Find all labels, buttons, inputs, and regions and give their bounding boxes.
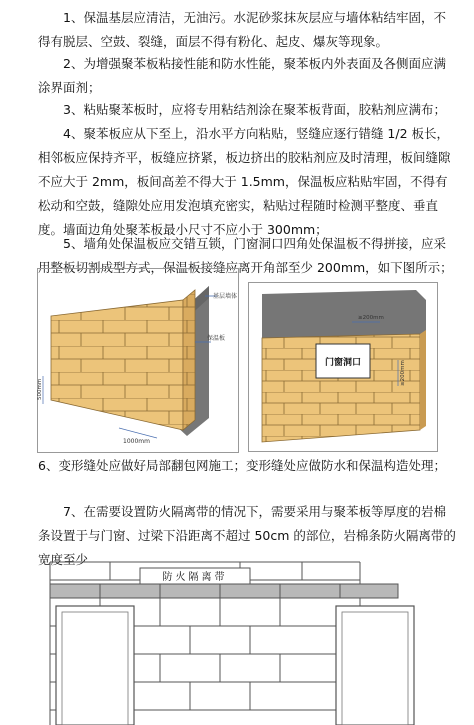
fire-barrier-band — [50, 584, 398, 598]
fire-barrier-figure — [40, 554, 474, 725]
dim-top: ≥200mm — [358, 315, 384, 321]
paragraph-2: 2、为增强聚苯板粘接性能和防水性能，聚苯板内外表面及各侧面应满涂界面剂； — [38, 56, 446, 95]
left-opening — [56, 606, 134, 725]
paragraph-5: 5、墙角处保温板应交错互锁，门窗洞口四角处保温板不得拼接，应采用整板切割成型方式，保温板接缝应离开角部至少 200mm，如下图所示； — [38, 236, 453, 275]
opening-insulation-figure — [248, 282, 438, 452]
fire-barrier-label: 防火隔离带 — [162, 572, 228, 583]
dim-side: ≥200mm — [400, 360, 406, 386]
paragraph-6: 6、变形缝处应做好局部翻包网施工；变形缝处应做防水和保温构造处理； — [38, 458, 446, 473]
dim-vertical: 500mm — [37, 378, 43, 400]
paragraph-1: 1、保温基层应清洁，无油污。水泥砂浆抹灰层应与墙体粘结牢固，不得有脱层、空鼓、裂缝，面层不得有粉化、起皮、爆灰等现象。 — [38, 10, 446, 49]
paragraph-7: 7、在需要设置防火隔离带的情况下，需要采用与聚苯板等厚度的岩棉条设置于与门窗、过梁下沿距离不超过 50cm 的部位，岩棉条防火隔离带的宽度至少 — [38, 504, 456, 567]
label-insulation: 保温板 — [207, 335, 226, 342]
dim-horizontal: 1000mm — [123, 438, 150, 445]
corner-insulation-figure — [37, 268, 239, 453]
paragraph-3: 3、粘贴聚苯板时，应将专用粘结剂涂在聚苯板背面，胶粘剂应满布； — [63, 102, 446, 117]
side-insulation-face — [183, 290, 195, 430]
front-insulation-face — [51, 300, 183, 430]
opening-label: 门窗洞口 — [324, 358, 362, 368]
right-opening — [336, 606, 414, 725]
label-base-wall: 基层墙体 — [213, 293, 238, 300]
paragraph-4: 4、聚苯板应从下至上，沿水平方向粘贴，竖缝应逐行错缝 1/2 板长，相邻板应保持齐平，板缝应挤紧，板边挤出的胶粘剂应及时清理，板间缝隙不应大于 2mm，板间高差不得大于 1.5mm，保温板应粘贴牢固，不得有松动和空鼓，缝隙处应用发泡填充密实，粘贴过程随时检测平整度、垂直度。墙面边角处聚苯板最小尺寸不应小于 300mm； — [38, 126, 451, 237]
